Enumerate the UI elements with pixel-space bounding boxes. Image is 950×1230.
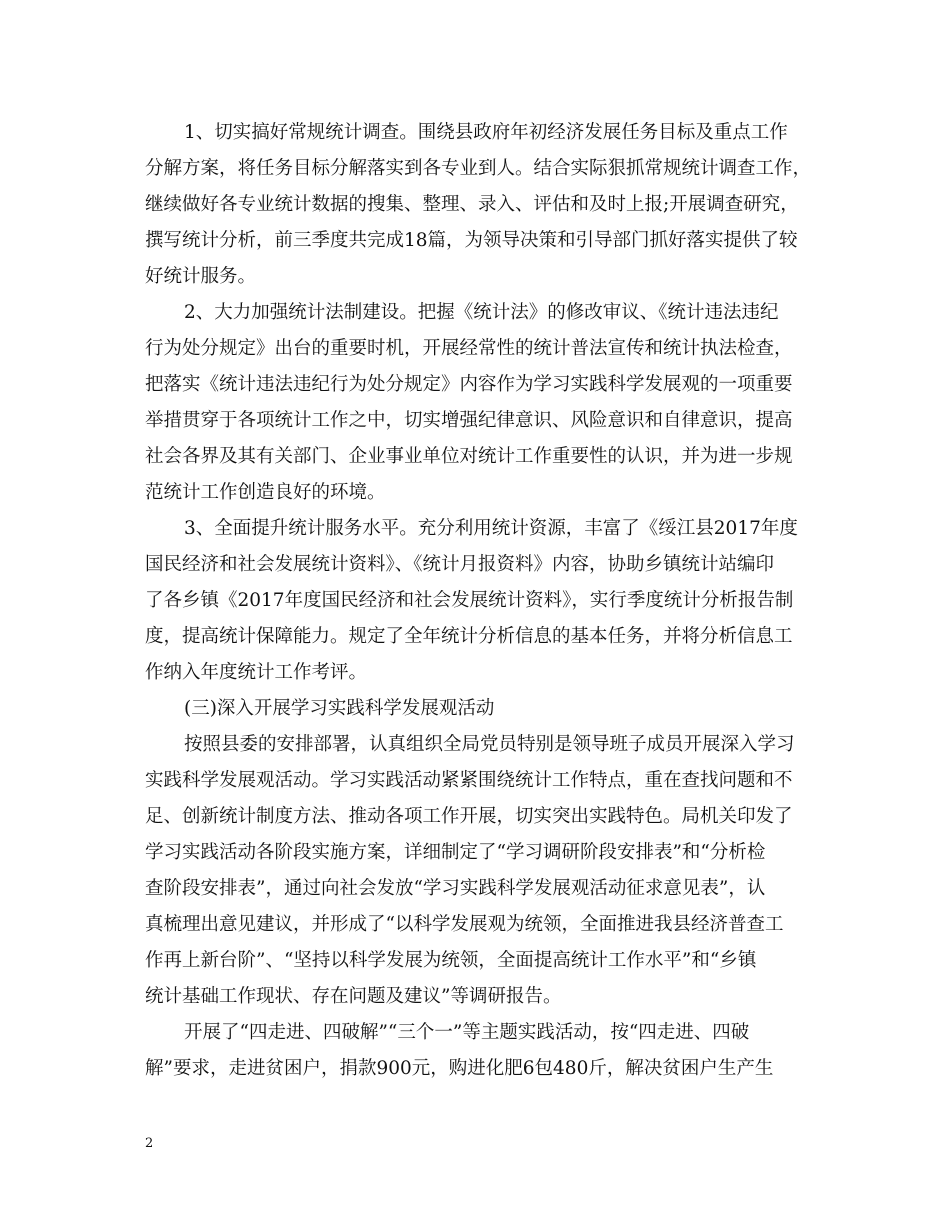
paragraph-line: 实践科学发展观活动。学习实践活动紧紧围绕统计工作特点，重在查找问题和不: [145, 770, 793, 791]
paragraph-line: 查阶段安排表”，通过向社会发放“学习实践科学发展观活动征求意见表”，认: [145, 878, 766, 899]
paragraph-line: 学习实践活动各阶段实施方案，详细制定了“学习调研阶段安排表”和“分析检: [145, 842, 766, 863]
paragraph-line: 2、大力加强统计法制建设。把握《统计法》的修改审议、《统计违法违纪: [184, 302, 779, 323]
paragraph-line: 行为处分规定》出台的重要时机，开展经常性的统计普法宣传和统计执法检查，: [145, 338, 793, 359]
paragraph-line: 按照县委的安排部署，认真组织全局党员特别是领导班子成员开展深入学习: [184, 734, 795, 755]
paragraph-line: 把落实《统计违法违纪行为处分规定》内容作为学习实践科学发展观的一项重要: [145, 374, 793, 395]
paragraph-line: 作再上新台阶”、“坚持以科学发展为统领，全面提高统计工作水平”和“乡镇: [145, 950, 757, 971]
paragraph-line: 3、全面提升统计服务水平。充分利用统计资源，丰富了《绥江县2017年度: [184, 518, 798, 539]
section-heading: (三)深入开展学习实践科学发展观活动: [184, 698, 495, 719]
paragraph-line: 作纳入年度统计工作考评。: [145, 662, 368, 683]
page-number: 2: [145, 1136, 154, 1151]
paragraph-line: 继续做好各专业统计数据的搜集、整理、录入、评估和及时上报;开展调查研究，: [145, 194, 799, 215]
paragraph-line: 撰写统计分析，前三季度共完成18篇，为领导决策和引导部门抓好落实提供了较: [145, 230, 798, 251]
paragraph-line: 社会各界及其有关部门、企业事业单位对统计工作重要性的认识，并为进一步规: [145, 446, 793, 467]
paragraph-line: 1、切实搞好常规统计调查。围绕县政府年初经济发展任务目标及重点工作: [184, 122, 788, 143]
paragraph-line: 足、创新统计制度方法、推动各项工作开展，切实突出实践特色。局机关印发了: [145, 806, 793, 827]
paragraph-line: 分解方案，将任务目标分解落实到各专业到人。结合实际狠抓常规统计调查工作，: [145, 158, 812, 179]
paragraph-line: 好统计服务。: [145, 266, 257, 287]
paragraph-line: 举措贯穿于各项统计工作之中，切实增强纪律意识、风险意识和自律意识，提高: [145, 410, 793, 431]
paragraph-line: 真梳理出意见建议，并形成了“以科学发展观为统领，全面推进我县经济普查工: [145, 914, 784, 935]
paragraph-line: 解”要求，走进贫困户，捐款900元，购进化肥6包480斤，解决贫困户生产生: [145, 1058, 774, 1079]
paragraph-line: 国民经济和社会发展统计资料》、《统计月报资料》内容，协助乡镇统计站编印: [145, 554, 775, 575]
paragraph-line: 统计基础工作现状、存在问题及建议”等调研报告。: [145, 986, 562, 1007]
paragraph-line: 开展了“四走进、四破解”“三个一”等主题实践活动，按“四走进、四破: [184, 1022, 750, 1043]
paragraph-line: 范统计工作创造良好的环境。: [145, 482, 386, 503]
paragraph-line: 度，提高统计保障能力。规定了全年统计分析信息的基本任务，并将分析信息工: [145, 626, 793, 647]
paragraph-line: 了各乡镇《2017年度国民经济和社会发展统计资料》，实行季度统计分析报告制: [145, 590, 794, 611]
